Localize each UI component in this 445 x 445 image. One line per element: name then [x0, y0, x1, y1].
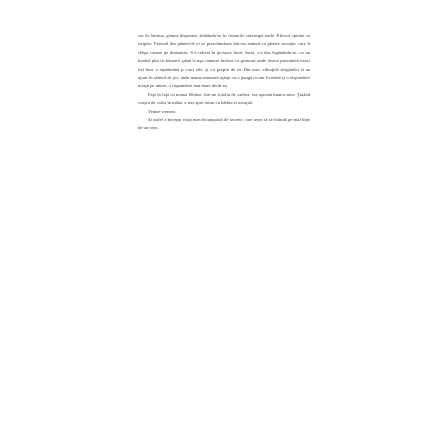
paragraph-3: Venise vremea.: [148, 108, 177, 114]
body-text: [138, 32, 310, 133]
paragraph-4: Şi astfel a început viaţa mea încunjurată de secrete, care avea să se întindă pe mai bine de un veac.: [138, 117, 310, 131]
paragraph-2: Faţă în faţă cu mama Meline, într-un fotoliu de catifea, era aşezată bunica mea. Ţinând ceaşca de cafea în mână, a tras apoi tavan cu bărbia ei ascuţită.: [138, 91, 310, 106]
paragraph-1: cut în Smirna, gemea disperată, zbătându-se în chinurile suferinţei mele. Efectul opiului se risipise. Pruncul din pântecele ei se preschimbase într-un animal cu gheare ascuţite, care îi sfâşia carnea pe dinăuntru. S-a ridicat în picioare încet, încet, s-a dus legănându-se, cu un burduf plin cu băutură, până la uşa camerei închise cu geamuri unde fusese prizonieră exact trei luni, o săptămână şi cinci zile, şi s-a proptit de ea. Din turn, vibraţiile strigătelor ei au ajuns în sălmul de jos, unde mama urmează aştept cu o pungă cu aur în mână şi o răspundere uriaşă pe umeri, o răspundere mai mare decât ea.: [138, 33, 310, 89]
